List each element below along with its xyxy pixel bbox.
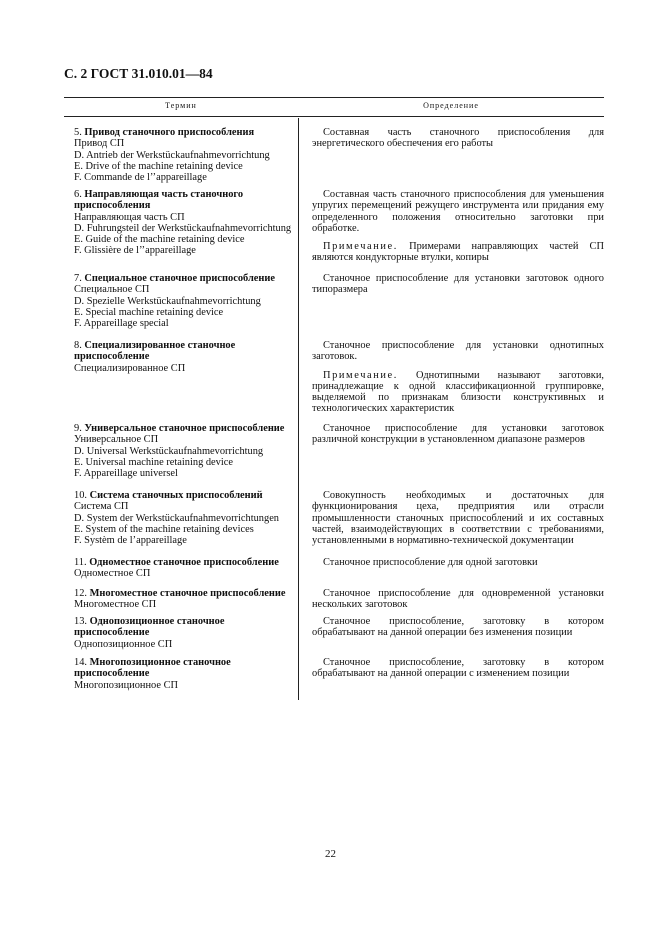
term-cell [64,340,296,374]
definition-note [312,241,604,264]
definition-text: Станочное приспособление для одной заготовки [323,557,538,568]
term-synonym: E. System of the machine retaining devices [74,523,254,535]
term-synonym: Одноместное СП [74,568,151,580]
term-title [64,557,296,568]
term-number: 10. [74,490,90,501]
term-synonym: E. Universal machine retaining device [74,456,233,468]
page-header: С. 2 ГОСТ 31.010.01—84 [64,66,213,81]
definition-text: Станочное приспособление для одновременной установки нескольких заготовок [312,588,604,611]
term-synonym: F. Appareillage universel [74,468,178,480]
term-number: 7. [74,273,85,284]
definition-cell [312,588,604,611]
definition-cell [312,490,604,546]
note-label: Примечание. [323,369,398,381]
term-cell [64,616,296,650]
term-name: Одноместное станочное приспособление [89,557,279,568]
term-name: Направляющая часть станочного приспособления [74,189,244,212]
term-synonym: D. Antrieb der Werkstückaufnahmevorrichtung [74,149,270,161]
term-number: 8. [74,340,85,351]
term-number: 11. [74,557,90,568]
term-cell [64,127,296,183]
term-title [64,340,296,363]
definition-cell [312,340,604,415]
definition-text: Станочное приспособление, заготовку в котором обрабатывают на данной операции с изменением позиции [312,657,604,680]
term-title [64,490,296,501]
term-synonym: D. Spezielle Werkstückaufnahmevorrichtung [74,295,261,307]
definition-text: Станочное приспособление для установки однотипных заготовок. [312,340,604,363]
term-synonym: Однопозиционное СП [74,638,173,650]
definition-cell [312,557,604,568]
term-synonym: Специализированное СП [74,362,186,374]
term-synonym: Направляющая часть СП [74,211,185,223]
term-synonym: Специальное СП [74,284,150,296]
term-synonym: D. Fuhrungsteil der Werkstückaufnahmevorrichtung [74,222,292,234]
term-synonym: Привод СП [74,138,125,150]
definition-note [312,370,604,415]
term-title [64,423,296,434]
note-text: Примерами направляющих частей СП являются кондукторные втулки, копиры [312,241,604,264]
term-name: Привод станочного приспособления [84,127,255,138]
term-cell [64,588,296,611]
definition-text: Станочное приспособление для установки заготовок одного типоразмера [312,273,604,296]
term-name: Многоместное станочное приспособление [89,588,286,599]
term-synonym: F. Appareillage special [74,318,169,330]
note-label: Примечание. [323,241,398,253]
definition-cell [312,189,604,264]
term-synonym: Система СП [74,501,129,513]
term-number: 9. [74,423,85,434]
term-synonym: Универсальное СП [74,434,159,446]
definition-text: Совокупность необходимых и достаточных для функционирования цеха, предприятия или отрасли промышленности станочных приспособлений и их составных частей, взаимодействующих в соответствии с требованиями, установленными в нормативно-технической документации [312,490,604,547]
term-synonym: Многопозиционное СП [74,679,179,691]
term-cell [64,490,296,546]
term-synonym: E. Guide of the machine retaining device [74,234,245,246]
definition-cell [312,423,604,446]
column-divider [298,118,299,700]
term-title [64,588,296,599]
term-synonym: E. Special machine retaining device [74,306,224,318]
term-name: Система станочных приспособлений [89,490,263,501]
table-header [64,97,604,117]
term-name: Универсальное станочное приспособление [84,423,285,434]
term-cell [64,273,296,329]
note-text: Однотипными называют заготовки, принадлежащие к одной классификационной группировке, выделяемой по признакам близости конструктивных и технологических характеристик [312,369,604,415]
term-number: 14. [74,657,90,668]
definition-text: Составная часть станочного приспособления для уменьшения упругих перемещений режущего инструмента или придания ему определенного положения относительно заготовки при обработке. [312,189,604,234]
term-name: Однопозиционное станочное приспособление [74,616,225,639]
term-synonym: Многоместное СП [74,599,157,611]
column-header-definition: Определение [423,101,479,110]
term-number: 5. [74,127,85,138]
term-cell [64,189,296,257]
definition-text: Станочное приспособление, заготовку в котором обрабатывают на данной операции без изменения позиции [312,616,604,639]
term-synonym: F. Commande de l’’appareillage [74,172,207,184]
term-title [64,273,296,284]
term-title [64,189,296,212]
definition-cell [312,127,604,150]
page-number: 22 [325,848,336,860]
column-header-term: Термин [165,101,197,110]
term-title [64,127,296,138]
term-cell [64,423,296,479]
definition-text: Составная часть станочного приспособления для энергетического обеспечения его работы [312,127,604,150]
term-synonym: D. Universal Werkstückaufnahmevorrichtung [74,445,264,457]
term-name: Специальное станочное приспособление [84,273,275,284]
term-number: 13. [74,616,90,627]
term-title [64,616,296,639]
definition-text: Станочное приспособление для установки заготовок различной конструкции в установленном диапазоне размеров [312,423,604,446]
term-cell [64,657,296,691]
term-name: Специализированное станочное приспособление [74,340,236,363]
term-cell [64,557,296,580]
term-title [64,657,296,680]
definition-cell [312,657,604,680]
term-number: 12. [74,588,90,599]
term-synonym: E. Drive of the machine retaining device [74,160,243,172]
term-synonym: D. System der Werkstückaufnahmevorrichtungen [74,512,279,524]
term-synonym: F. Glissière de l’’appareillage [74,245,196,257]
definition-cell [312,616,604,639]
term-synonym: F. Systèm de l’appareillage [74,535,187,547]
term-number: 6. [74,189,85,200]
definition-cell [312,273,604,296]
term-name: Многопозиционное станочное приспособление [74,657,231,680]
terms-table [64,97,604,691]
